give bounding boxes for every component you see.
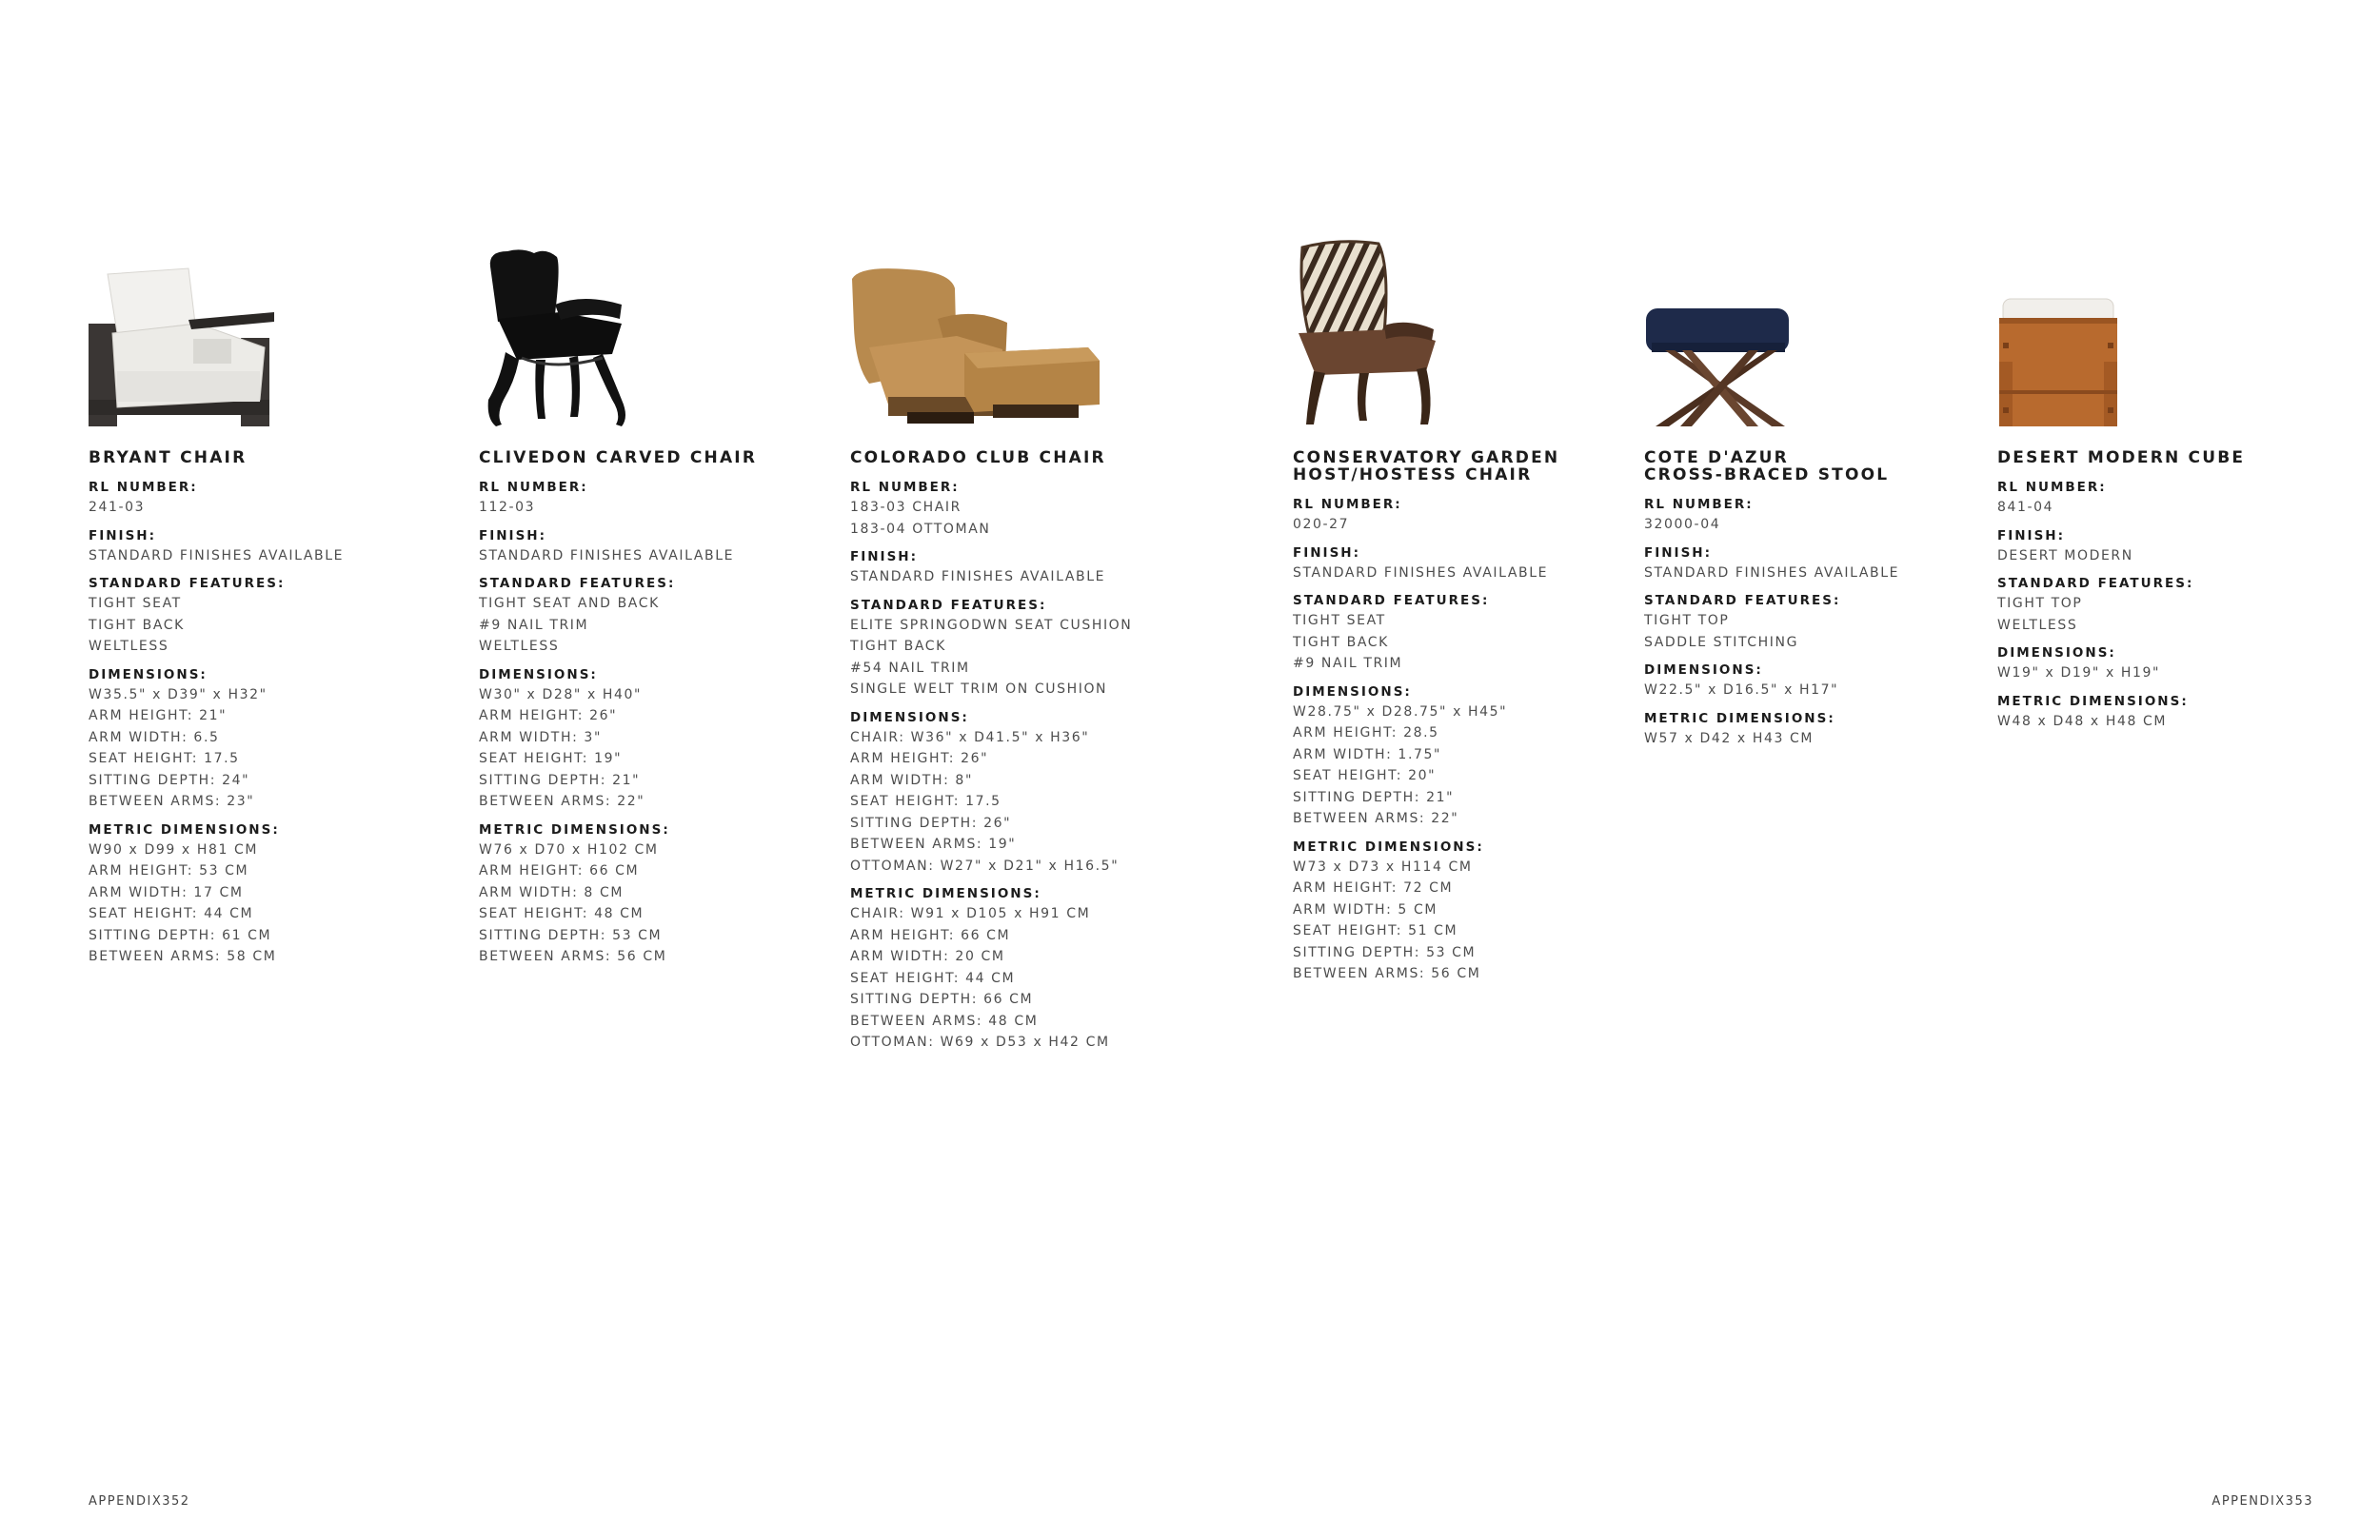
spec-label: STANDARD FEATURES: xyxy=(1997,576,2194,591)
spec-label: METRIC DIMENSIONS: xyxy=(89,821,280,838)
spec-group xyxy=(1997,526,2340,567)
spec-value: TIGHT SEAT xyxy=(89,596,182,611)
spec-value: W76 x D70 x H102 CM xyxy=(479,841,659,858)
conservatory-garden-chair-image xyxy=(1293,228,1636,428)
spec-label: STANDARD FEATURES: xyxy=(1644,593,1841,608)
spec-label: FINISH: xyxy=(479,527,546,543)
spec-label: RL NUMBER: xyxy=(89,480,198,495)
spec-value: ARM WIDTH: 3" xyxy=(479,729,602,745)
spec-value: ARM HEIGHT: 66 CM xyxy=(850,927,1011,943)
spec-value: ELITE SPRINGODWN SEAT CUSHION xyxy=(850,617,1133,633)
spec-label: METRIC DIMENSIONS: xyxy=(1644,710,1835,726)
spec-list xyxy=(89,478,431,968)
spec-label: DIMENSIONS: xyxy=(1644,662,1763,678)
spec-group xyxy=(89,478,431,519)
colorado-club-chair-image xyxy=(850,228,1193,428)
spec-label: METRIC DIMENSIONS: xyxy=(1997,693,2189,709)
spec-group xyxy=(1997,478,2340,519)
spec-label: METRIC DIMENSIONS: xyxy=(479,821,670,838)
spec-value: W35.5" x D39" x H32" xyxy=(89,686,268,702)
spec-value: TIGHT SEAT xyxy=(1293,613,1386,628)
spec-group xyxy=(850,884,1193,1054)
spec-label: FINISH: xyxy=(1997,527,2065,543)
spec-label: FINISH: xyxy=(89,527,156,543)
spec-value: SITTING DEPTH: 53 CM xyxy=(479,927,663,943)
spec-label: RL NUMBER: xyxy=(1997,480,2107,495)
spec-value: TIGHT SEAT AND BACK xyxy=(479,596,660,611)
spec-value: STANDARD FINISHES AVAILABLE xyxy=(89,547,345,563)
spec-group xyxy=(1997,643,2340,684)
product-conservatory-garden-chair xyxy=(1293,228,1636,993)
spec-value: W48 x D48 x H48 CM xyxy=(1997,713,2168,729)
spec-label: DIMENSIONS: xyxy=(1997,645,2116,661)
spec-value: W22.5" x D16.5" x H17" xyxy=(1644,682,1839,698)
spec-label: METRIC DIMENSIONS: xyxy=(1293,839,1484,855)
spec-value: ARM HEIGHT: 66 CM xyxy=(479,863,640,879)
spec-group xyxy=(479,478,822,519)
spec-value: BETWEEN ARMS: 56 CM xyxy=(479,949,667,964)
product-clivedon-carved-chair xyxy=(479,228,822,976)
product-desert-modern-cube xyxy=(1997,228,2340,740)
spec-group xyxy=(479,665,822,813)
spec-value: BETWEEN ARMS: 48 CM xyxy=(850,1013,1039,1029)
spec-value: 020-27 xyxy=(1293,517,1350,532)
spec-value: SEAT HEIGHT: 44 CM xyxy=(89,906,254,921)
product-cote-dazur-stool xyxy=(1644,228,1987,757)
spec-value: ARM WIDTH: 5 CM xyxy=(1293,901,1438,918)
product-name: CONSERVATORY GARDEN HOST/HOSTESS CHAIR xyxy=(1293,448,1560,484)
spec-value: 183-03 CHAIR xyxy=(850,500,962,515)
page-number-right: APPENDIX353 xyxy=(2211,1494,2313,1509)
spec-value: WELTLESS xyxy=(1997,617,2078,633)
spec-value: #9 NAIL TRIM xyxy=(1293,656,1403,671)
spec-value: CHAIR: W36" x D41.5" x H36" xyxy=(850,729,1090,745)
spec-group xyxy=(89,820,431,968)
spec-group xyxy=(850,708,1193,878)
spec-value: W19" x D19" x H19" xyxy=(1997,665,2161,681)
clivedon-carved-chair-image xyxy=(479,228,822,428)
product-name: BRYANT CHAIR xyxy=(89,448,248,467)
spec-value: SITTING DEPTH: 66 CM xyxy=(850,992,1034,1007)
spec-value: ARM HEIGHT: 72 CM xyxy=(1293,880,1454,896)
spec-group xyxy=(479,574,822,658)
spec-value: TIGHT BACK xyxy=(850,639,946,654)
spec-value: ARM HEIGHT: 53 CM xyxy=(89,863,249,879)
product-name: CLIVEDON CARVED CHAIR xyxy=(479,448,758,467)
spec-value: SEAT HEIGHT: 20" xyxy=(1293,768,1437,783)
spec-value: BETWEEN ARMS: 22" xyxy=(479,794,645,809)
spec-value: W30" x D28" x H40" xyxy=(479,686,643,702)
spec-group xyxy=(1644,495,1987,536)
page-number-left: APPENDIX352 xyxy=(89,1494,190,1509)
spec-value: WELTLESS xyxy=(479,639,560,654)
spec-list xyxy=(1997,478,2340,732)
spec-label: STANDARD FEATURES: xyxy=(850,597,1047,613)
spec-label: FINISH: xyxy=(1644,544,1712,561)
spec-list xyxy=(1644,495,1987,749)
spec-label: RL NUMBER: xyxy=(850,480,960,495)
spec-label: DIMENSIONS: xyxy=(479,666,598,682)
spec-value: W57 x D42 x H43 CM xyxy=(1644,730,1815,746)
spec-value: W90 x D99 x H81 CM xyxy=(89,841,259,858)
spec-group xyxy=(89,665,431,813)
spec-label: RL NUMBER: xyxy=(1293,497,1402,512)
spec-list xyxy=(1293,495,1636,985)
cote-dazur-stool-image xyxy=(1644,228,1987,428)
spec-group xyxy=(850,478,1193,540)
spec-value: W28.75" x D28.75" x H45" xyxy=(1293,703,1508,720)
spec-value: TIGHT BACK xyxy=(1293,634,1389,650)
spec-value: ARM HEIGHT: 28.5 xyxy=(1293,725,1439,740)
spec-value: TIGHT TOP xyxy=(1997,596,2083,611)
spec-value: BETWEEN ARMS: 58 CM xyxy=(89,949,277,964)
spec-value: ARM HEIGHT: 26" xyxy=(850,751,989,766)
spec-group xyxy=(1644,543,1987,584)
spec-value: STANDARD FINISHES AVAILABLE xyxy=(850,569,1106,584)
spec-value: #9 NAIL TRIM xyxy=(479,617,589,633)
spec-label: RL NUMBER: xyxy=(479,480,588,495)
spec-group xyxy=(479,526,822,567)
spec-group xyxy=(1997,574,2340,636)
spec-group xyxy=(89,574,431,658)
spec-value: SITTING DEPTH: 26" xyxy=(850,815,1012,831)
spec-value: BETWEEN ARMS: 22" xyxy=(1293,811,1459,826)
spec-value: CHAIR: W91 x D105 x H91 CM xyxy=(850,906,1091,921)
spec-value: BETWEEN ARMS: 23" xyxy=(89,794,255,809)
bryant-chair-image xyxy=(89,228,431,428)
spec-group xyxy=(1644,709,1987,750)
product-name: COTE D'AZUR CROSS-BRACED STOOL xyxy=(1644,448,1890,484)
spec-value: 112-03 xyxy=(479,500,536,515)
spec-value: SINGLE WELT TRIM ON CUSHION xyxy=(850,681,1108,697)
desert-modern-cube-image xyxy=(1997,228,2340,428)
spec-value: OTTOMAN: W27" x D21" x H16.5" xyxy=(850,858,1120,874)
product-bryant-chair xyxy=(89,228,431,976)
spec-label: STANDARD FEATURES: xyxy=(1293,593,1490,608)
product-name: COLORADO CLUB CHAIR xyxy=(850,448,1106,467)
spec-value: WELTLESS xyxy=(89,639,169,654)
spec-value: SITTING DEPTH: 24" xyxy=(89,772,250,788)
spec-group xyxy=(850,547,1193,588)
spec-label: RL NUMBER: xyxy=(1644,497,1754,512)
spec-value: SEAT HEIGHT: 17.5 xyxy=(89,751,240,766)
spec-value: SADDLE STITCHING xyxy=(1644,634,1799,650)
spec-group xyxy=(1293,838,1636,985)
spec-value: ARM HEIGHT: 21" xyxy=(89,708,228,723)
spec-group xyxy=(1644,591,1987,653)
spec-value: ARM WIDTH: 1.75" xyxy=(1293,746,1442,762)
spec-value: SITTING DEPTH: 53 CM xyxy=(1293,944,1477,960)
spec-label: STANDARD FEATURES: xyxy=(479,576,676,591)
spec-value: SEAT HEIGHT: 48 CM xyxy=(479,906,645,921)
spec-value: STANDARD FINISHES AVAILABLE xyxy=(1293,564,1549,581)
spec-value: STANDARD FINISHES AVAILABLE xyxy=(479,547,735,563)
spec-value: #54 NAIL TRIM xyxy=(850,660,970,676)
spec-value: SITTING DEPTH: 21" xyxy=(1293,789,1455,805)
spec-group xyxy=(1997,692,2340,733)
spec-list xyxy=(479,478,822,968)
spec-value: SEAT HEIGHT: 44 CM xyxy=(850,970,1016,986)
spec-label: FINISH: xyxy=(850,549,918,564)
spec-value: SITTING DEPTH: 61 CM xyxy=(89,927,272,943)
spec-value: SEAT HEIGHT: 17.5 xyxy=(850,794,1002,809)
spec-value: 841-04 xyxy=(1997,500,2054,515)
spec-value: ARM WIDTH: 8" xyxy=(850,772,973,788)
spec-value: ARM WIDTH: 17 CM xyxy=(89,884,244,900)
spec-value: W73 x D73 x H114 CM xyxy=(1293,859,1473,875)
spec-value: ARM WIDTH: 20 CM xyxy=(850,949,1005,964)
spec-label: FINISH: xyxy=(1293,544,1360,561)
spec-value: 241-03 xyxy=(89,500,146,515)
spec-value: 32000-04 xyxy=(1644,517,1721,532)
spec-group xyxy=(89,526,431,567)
spec-value: TIGHT BACK xyxy=(89,617,185,633)
spec-label: METRIC DIMENSIONS: xyxy=(850,886,1041,901)
spec-group xyxy=(479,820,822,968)
spec-value: BETWEEN ARMS: 56 CM xyxy=(1293,966,1481,981)
spec-value: ARM WIDTH: 8 CM xyxy=(479,884,625,900)
spec-label: DIMENSIONS: xyxy=(1293,683,1412,700)
spec-value: TIGHT TOP xyxy=(1644,613,1730,628)
spec-value: OTTOMAN: W69 x D53 x H42 CM xyxy=(850,1035,1110,1050)
spec-group xyxy=(1293,682,1636,830)
spec-value: SEAT HEIGHT: 51 CM xyxy=(1293,923,1458,938)
spec-group xyxy=(1293,495,1636,536)
product-colorado-club-chair xyxy=(850,228,1193,1061)
spec-group xyxy=(850,596,1193,701)
spec-value: ARM WIDTH: 6.5 xyxy=(89,729,220,745)
spec-value: STANDARD FINISHES AVAILABLE xyxy=(1644,564,1900,581)
spec-label: DIMENSIONS: xyxy=(850,709,969,725)
spec-group xyxy=(1293,591,1636,675)
product-name: DESERT MODERN CUBE xyxy=(1997,448,2246,467)
spec-value: BETWEEN ARMS: 19" xyxy=(850,837,1017,852)
spec-value: SEAT HEIGHT: 19" xyxy=(479,751,623,766)
spec-value: SITTING DEPTH: 21" xyxy=(479,772,641,788)
spec-group xyxy=(1644,661,1987,701)
spec-value: ARM HEIGHT: 26" xyxy=(479,708,618,723)
spec-label: STANDARD FEATURES: xyxy=(89,576,286,591)
spec-list xyxy=(850,478,1193,1054)
spec-value: DESERT MODERN xyxy=(1997,547,2133,563)
spec-group xyxy=(1293,543,1636,584)
spec-value: 183-04 OTTOMAN xyxy=(850,521,991,537)
spec-label: DIMENSIONS: xyxy=(89,666,208,682)
